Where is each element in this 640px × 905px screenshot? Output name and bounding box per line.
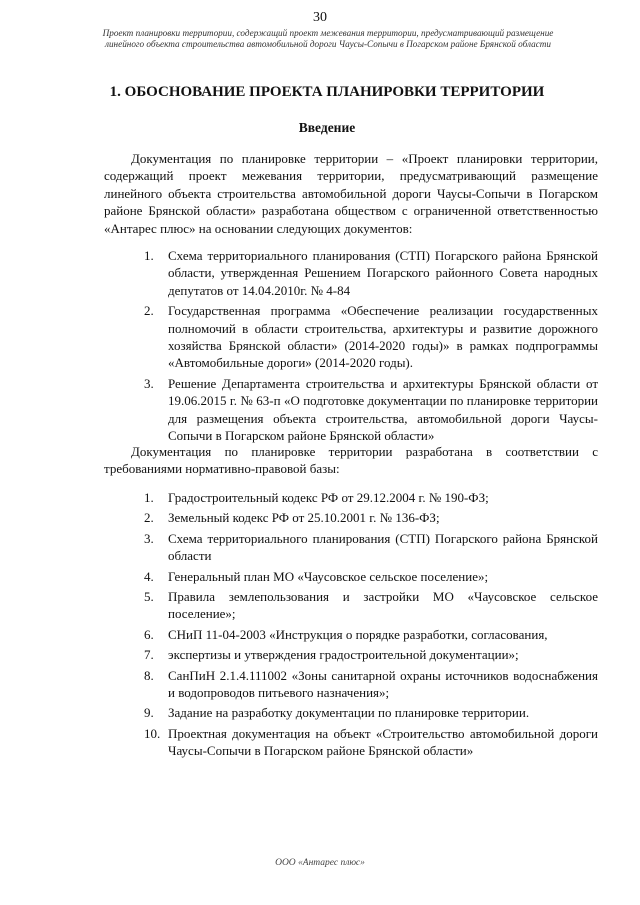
item-number: 2. bbox=[144, 303, 154, 319]
item-text: экспертизы и утверждения градостроительной документации»; bbox=[168, 647, 519, 663]
page-number: 30 bbox=[313, 10, 327, 25]
item-text: Земельный кодекс РФ от 25.10.2001 г. № 136-ФЗ; bbox=[168, 510, 440, 526]
item-text: Проектная документация на объект «Строительство автомобильной дороги Чаусы-Сопычи в Погарском районе Брянской области» bbox=[168, 725, 598, 759]
item-text: Градостроительный кодекс РФ от 29.12.2004 г. № 190-ФЗ; bbox=[168, 490, 489, 505]
item-number: 3. bbox=[144, 375, 154, 391]
intro-paragraph: Документация по планировке территории – «Проект планировки территории, содержащий проект межевания территории, предусматривающий размещение линейного объекта строительства автомобильной дороги Чаусы-Сопычи в Погарском районе Брянской области» разработана обществом с ограниченной ответственностью «Антарес плюс» на основании следующих документов: bbox=[104, 151, 598, 236]
item-text: СНиП 11-04-2003 «Инструкция о порядке разработки, согласования, bbox=[168, 626, 548, 642]
section-title: 1. ОБОСНОВАНИЕ ПРОЕКТА ПЛАНИРОВКИ ТЕРРИТОРИИ bbox=[109, 84, 545, 100]
item-text: Генеральный план МО «Чаусовское сельское поселение»; bbox=[168, 568, 489, 584]
item-number: 1. bbox=[144, 490, 154, 505]
list-item bbox=[104, 568, 598, 585]
item-number: 2. bbox=[144, 510, 154, 526]
list-item bbox=[104, 626, 598, 643]
list-item bbox=[104, 725, 598, 760]
running-header: Проект планировки территории, содержащий проект межевания территории, предусматривающий размещение линейного объекта строительства автомобильной дороги Чаусы-Сопычи в Погарском районе Брянской области bbox=[102, 28, 554, 49]
item-number: 1. bbox=[144, 248, 154, 263]
item-text: Государственная программа «Обеспечение реализации государственных полномочий в области строительства, архитектуры и развитие дорожного хозяйства Брянской области» (2014-2020 годы)» в рамках подпрограммы «Автомобильные дороги» (2014-2020 годы). bbox=[168, 303, 598, 371]
list-item bbox=[104, 247, 598, 299]
item-number: 3. bbox=[144, 530, 154, 546]
list-item bbox=[104, 302, 598, 372]
item-number: 4. bbox=[144, 568, 154, 584]
page-footer: ООО «Антарес плюс» bbox=[275, 858, 365, 868]
item-number: 8. bbox=[144, 667, 154, 683]
regulations-list bbox=[104, 489, 598, 763]
item-number: 5. bbox=[144, 589, 154, 605]
list-item bbox=[104, 530, 598, 565]
item-number: 6. bbox=[144, 626, 154, 642]
item-number: 9. bbox=[144, 705, 154, 721]
item-text: Правила землепользования и застройки МО «Чаусовское сельское поселение»; bbox=[168, 589, 598, 622]
source-documents-list bbox=[104, 247, 598, 447]
list-item bbox=[104, 646, 598, 663]
item-text: Решение Департамента строительства и архитектуры Брянской области от 19.06.2015 г. № 63-п «О подготовке документации по планировке территории для размещения объекта строительства, автомобильной дороги Чаусы-Сопычи в Погарском районе Брянской области» bbox=[168, 375, 598, 444]
item-number: 10. bbox=[144, 725, 161, 741]
item-text: СанПиН 2.1.4.111002 «Зоны санитарной охраны источников водоснабжения и водопроводов питьевого назначения»; bbox=[168, 667, 598, 701]
subheading-introduction: Введение bbox=[298, 120, 356, 135]
regulatory-basis-paragraph: Документация по планировке территории разработана в соответствии с требованиями нормативно-правовой базы: bbox=[104, 444, 598, 477]
list-item bbox=[104, 588, 598, 623]
list-item bbox=[104, 667, 598, 702]
list-item bbox=[104, 489, 598, 506]
item-text: Схема территориального планирования (СТП) Погарского района Брянской области, утвержденная Решением Погарского районного Совета народных депутатов от 14.04.2010г. № 4-84 bbox=[168, 248, 598, 298]
item-number: 7. bbox=[144, 647, 154, 663]
item-text: Задание на разработку документации по планировке территории. bbox=[168, 705, 530, 721]
item-text: Схема территориального планирования (СТП) Погарского района Брянской области bbox=[168, 530, 598, 564]
list-item bbox=[104, 704, 598, 721]
list-item bbox=[104, 375, 598, 445]
list-item bbox=[104, 509, 598, 526]
